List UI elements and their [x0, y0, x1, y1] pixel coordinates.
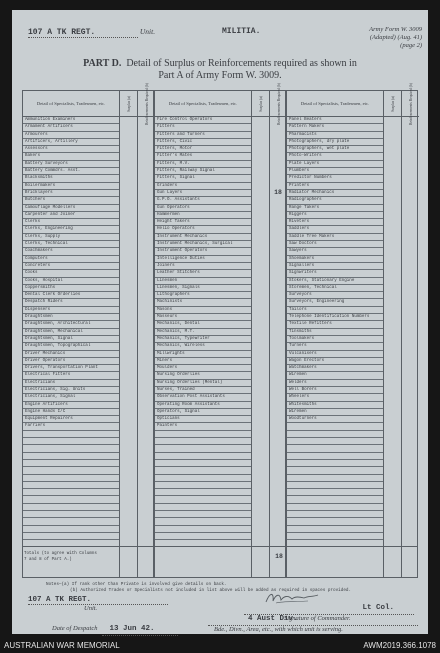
table-row: Fitters: [155, 124, 251, 131]
archive-caption-bar: [0, 638, 440, 653]
table-row: Plate Layers: [287, 161, 383, 168]
table-row: Fitter's Mates: [155, 153, 251, 160]
table-row: [287, 518, 383, 525]
table-row: Clerks: [23, 219, 119, 226]
table-row: Turners: [287, 343, 383, 350]
table-row: [287, 431, 383, 438]
table-row: Draughtsmen: [23, 314, 119, 321]
note-b: (b) Authorized Trades or Specialists not included in list above will be added as required in spaces provided.: [70, 588, 352, 593]
table-row: Helio Operators: [155, 226, 251, 233]
table-row: Painters: [155, 423, 251, 430]
table-row: Clerks, Technical: [23, 241, 119, 248]
table-row: [287, 489, 383, 496]
formation-label: Bde., Divn., Area, etc., with which unit is serving.: [214, 626, 343, 633]
table-row: Plumbers: [287, 168, 383, 175]
table-row: Electricians, Sig. Units: [23, 387, 119, 394]
table-row: Well Borers: [287, 387, 383, 394]
table-row: [23, 438, 119, 445]
form-reference-line3: (page 2): [400, 42, 422, 49]
table-row: Driver Mechanics: [23, 351, 119, 358]
table-row: Fitters, Signal: [155, 175, 251, 182]
table-row: Drivers, Transportation Plant: [23, 365, 119, 372]
table-row: [155, 431, 251, 438]
table-row: Dental Clerk Orderlies: [23, 292, 119, 299]
table-row: Coachmakers: [23, 248, 119, 255]
table-row: Carpenter and Joiner: [23, 212, 119, 219]
totals-label-line2: 7 and 8 of Part A.): [24, 558, 72, 562]
table-row: Operating Room Assistants: [155, 402, 251, 409]
formation-value: 4 Aust Div.: [248, 615, 298, 623]
table-row: [23, 467, 119, 474]
table-row: Toolmakers: [287, 336, 383, 343]
table-row: [23, 453, 119, 460]
table-row: Tinsmiths: [287, 329, 383, 336]
table-row: Radiographers: [287, 197, 383, 204]
table-row: Welders: [287, 380, 383, 387]
table-row: Electricians: [23, 380, 119, 387]
table-row: Miners: [155, 358, 251, 365]
table-row: Computers: [23, 256, 119, 263]
table-row: Grinders: [155, 183, 251, 190]
table-row: [155, 518, 251, 525]
commander-label: Signature of Commander.: [284, 615, 351, 622]
table-row: Boilermakers: [23, 183, 119, 190]
despatch-label: Date of Despatch: [52, 625, 98, 632]
table-row: [287, 533, 383, 540]
table-row: Battery Commdrs. Asst.: [23, 168, 119, 175]
part-title-label: PART D.: [83, 58, 122, 69]
archive-name: AUSTRALIAN WAR MEMORIAL: [4, 641, 120, 650]
table-row: Sawyers: [287, 248, 383, 255]
table-row: Height Takers: [155, 219, 251, 226]
table-row: [287, 445, 383, 452]
gun-layers-reinforcements-value: 18: [274, 189, 282, 196]
table-row: [155, 438, 251, 445]
table-row: Woodturners: [287, 416, 383, 423]
table-row: Panel Beaters: [287, 117, 383, 124]
table-row: Saddlers: [287, 226, 383, 233]
footer-despatch: [52, 617, 212, 636]
table-row: Opticians: [155, 416, 251, 423]
table-row: [23, 526, 119, 533]
table-row: Assessors: [23, 146, 119, 153]
table-row: Lithographers: [155, 292, 251, 299]
table-row: G.P.O. Assistants: [155, 197, 251, 204]
despatch-date: 13 Jun 42.: [109, 625, 155, 633]
totals-reinforcements-value: 18: [275, 553, 283, 560]
table-row: Whitesmiths: [287, 402, 383, 409]
table-row: [155, 460, 251, 467]
table-row: Printers: [287, 183, 383, 190]
totals-row: [22, 546, 418, 578]
table-row: Gun Layers: [155, 190, 251, 197]
table-row: [155, 475, 251, 482]
table-row: Mechanics, M.T.: [155, 329, 251, 336]
table-row: [155, 526, 251, 533]
table-row: Linesmen, Signals: [155, 285, 251, 292]
table-row: Instrument Mechanics: [155, 234, 251, 241]
table-row: Saw Doctors: [287, 241, 383, 248]
header-unit-label: Unit.: [139, 27, 156, 36]
table-row: [23, 460, 119, 467]
table-row: Surveyors, Engineering: [287, 299, 383, 306]
table-row: Nurses, Trained: [155, 387, 251, 394]
column-header-trades: Detail of Specialists, Tradesmen, etc.: [287, 91, 383, 117]
document-page: [12, 10, 428, 634]
table-row: [287, 482, 383, 489]
table-row: [287, 511, 383, 518]
footer-formation: [208, 607, 418, 633]
header-unit: [28, 27, 155, 38]
column-header-surplus-text: Surplus (a): [126, 95, 131, 112]
table-row: Armament Artificers: [23, 124, 119, 131]
table-row: Nursing Orderlies: [155, 372, 251, 379]
table-row: Dispensers: [23, 307, 119, 314]
table-row: Linesmen: [155, 278, 251, 285]
table-row: [155, 504, 251, 511]
table-row: Equipment Repairers: [23, 416, 119, 423]
table-row: Farriers: [23, 423, 119, 430]
table-row: [23, 511, 119, 518]
table-row: [287, 438, 383, 445]
table-row: [155, 489, 251, 496]
table-row: Coppersmiths: [23, 285, 119, 292]
table-row: [155, 496, 251, 503]
table-row: Moulders: [155, 365, 251, 372]
table-row: Photographers, dry plate: [287, 139, 383, 146]
table-row: [287, 475, 383, 482]
table-row: [23, 475, 119, 482]
militia-stamp: MILITIA.: [222, 27, 261, 36]
table-row: Draughtsmen, Topographical: [23, 343, 119, 350]
table-row: Artificers, Artillery: [23, 139, 119, 146]
table-row: [155, 533, 251, 540]
table-row: [23, 518, 119, 525]
column-header-surplus: [251, 91, 269, 117]
table-row: Fire Control Operators: [155, 117, 251, 124]
header-unit-value: 107 A TK REGT.: [28, 28, 96, 37]
column-header-surplus: [383, 91, 401, 117]
table-row: Wagon Erectors: [287, 358, 383, 365]
form-reference: [322, 26, 422, 50]
table-row: Electricians, Signal: [23, 394, 119, 401]
table-row: Armourers: [23, 132, 119, 139]
table-section-1: [22, 82, 154, 578]
table-row: Watchmakers: [287, 365, 383, 372]
commander-rank: Lt Col.: [362, 604, 394, 612]
table-row: Despatch Riders: [23, 299, 119, 306]
table-section-3: [286, 82, 418, 578]
archive-catalogue-number: AWM2019.366.1078: [363, 641, 436, 650]
table-row: Ammunition Examiners: [23, 117, 119, 124]
table-row: [23, 489, 119, 496]
table-row: Cooks, Hospital: [23, 278, 119, 285]
table-row: [23, 533, 119, 540]
column-header-reinforcements: [401, 82, 419, 125]
column-header-reinforcements-text: Reinforcements Required (b): [408, 82, 413, 125]
table-row: Wheelers: [287, 394, 383, 401]
table-row: Textile Refitters: [287, 321, 383, 328]
table-row: Hammermen: [155, 212, 251, 219]
table-row: [155, 511, 251, 518]
table-row: Gun Operators: [155, 205, 251, 212]
table-row: Radiator Mechanics: [287, 190, 383, 197]
table-row: Instrument Mechanics, Surgical: [155, 241, 251, 248]
table-row: Nursing Orderlies (Mental): [155, 380, 251, 387]
part-title-line1: Detail of Surplus or Reinforcements required as shown in: [126, 58, 357, 69]
table-row: Intelligence Duties: [155, 256, 251, 263]
table-row: Electrical Fitters: [23, 372, 119, 379]
column-header-reinforcements-text: Reinforcements Required (b): [276, 82, 281, 125]
table-row: [23, 431, 119, 438]
table-row: Wiremen: [287, 372, 383, 379]
column-header-reinforcements: [269, 82, 287, 125]
table-row: [23, 445, 119, 452]
table-row: Bricklayers: [23, 190, 119, 197]
part-title-line2: Part A of Army Form W. 3009.: [158, 70, 282, 81]
table-row: [287, 496, 383, 503]
table-row: [155, 482, 251, 489]
table-row: Riveters: [287, 219, 383, 226]
table-row: Range Takers: [287, 205, 383, 212]
table-row: Driver Operators: [23, 358, 119, 365]
table-row: Shoemakers: [287, 256, 383, 263]
column-header-trades: Detail of Specialists, Tradesmen, etc.: [155, 91, 251, 117]
table-row: Fitters and Turners: [155, 132, 251, 139]
form-reference-line2: (Adapted) (Aug. 41): [369, 34, 422, 41]
form-reference-line1: Army Form W. 3009: [369, 26, 422, 33]
table-row: Fitters, Motor: [155, 146, 251, 153]
table-row: Bakers: [23, 153, 119, 160]
table-row: [287, 467, 383, 474]
table-row: Pharmacists: [287, 132, 383, 139]
table-row: Fitters, Civic: [155, 139, 251, 146]
table-row: Battery Surveyors: [23, 161, 119, 168]
part-title: [42, 58, 398, 82]
footer-unit: [28, 596, 168, 612]
table-row: [287, 526, 383, 533]
specialists-table: [22, 82, 418, 578]
table-row: Masseurs: [155, 314, 251, 321]
column-header-surplus-text: Surplus (a): [390, 95, 395, 112]
table-row: Wiremen: [287, 409, 383, 416]
table-row: Draughtsmen, Architectural: [23, 321, 119, 328]
table-row: Observation Post Assistants: [155, 394, 251, 401]
totals-label: [24, 551, 97, 563]
column-header-reinforcements: [137, 82, 155, 125]
footer-unit-value: 107 A TK REGT.: [28, 596, 168, 605]
table-section-2: [154, 82, 286, 578]
table-row: Masons: [155, 307, 251, 314]
table-row: [287, 504, 383, 511]
table-row: Tailors: [287, 307, 383, 314]
table-rows: [287, 117, 417, 540]
table-row: Stokers, Stationary Engine: [287, 278, 383, 285]
table-row: Photo-Writers: [287, 153, 383, 160]
table-row: Signwriters: [287, 270, 383, 277]
table-row: [287, 453, 383, 460]
table-row: Mechanics, Typewriter: [155, 336, 251, 343]
table-row: Concreters: [23, 263, 119, 270]
totals-label-line1: Totals (to agree with Columns: [24, 552, 97, 556]
table-row: Vulcanisers: [287, 351, 383, 358]
table-row: Draughtsmen, Mechanical: [23, 329, 119, 336]
table-row: Riggers: [287, 212, 383, 219]
table-row: Draughtsmen, Signal: [23, 336, 119, 343]
table-rows: [155, 117, 285, 540]
table-row: Mechanics, Dental: [155, 321, 251, 328]
table-row: Instrument Operators: [155, 248, 251, 255]
column-header-trades: Detail of Specialists, Tradesmen, etc.: [23, 91, 119, 117]
column-header-surplus-text: Surplus (a): [258, 95, 263, 112]
table-row: Butchers: [23, 197, 119, 204]
table-row: Fitters, Railway Signal: [155, 168, 251, 175]
table-row: Machinists: [155, 299, 251, 306]
table-row: Leather Stitchers: [155, 270, 251, 277]
table-row: Predictor Numbers: [287, 175, 383, 182]
table-row: Surveyors: [287, 292, 383, 299]
table-row: [155, 453, 251, 460]
column-header-surplus: [119, 91, 137, 117]
column-header-reinforcements-text: Reinforcements Required (b): [144, 82, 149, 125]
table-row: [155, 467, 251, 474]
table-row: Storemen, Technical: [287, 285, 383, 292]
table-row: Operators, Signal: [155, 409, 251, 416]
footer-unit-label: Unit.: [84, 605, 98, 612]
table-row: Clerks, Supply: [23, 234, 119, 241]
table-row: Mechanics, Wireless: [155, 343, 251, 350]
table-row: Clerks, Engineering: [23, 226, 119, 233]
table-rows: [23, 117, 153, 540]
table-row: Signallers: [287, 263, 383, 270]
table-row: Millwrights: [155, 351, 251, 358]
table-row: Cooks: [23, 270, 119, 277]
table-row: Joiners: [155, 263, 251, 270]
table-row: Camouflage Modellers: [23, 205, 119, 212]
table-row: [23, 482, 119, 489]
note-a: Notes—(a) If rank other than Private is involved give details on back.: [46, 582, 227, 587]
table-row: [287, 423, 383, 430]
table-row: Fitters, M.V.: [155, 161, 251, 168]
table-row: [23, 496, 119, 503]
table-row: [287, 460, 383, 467]
table-row: Engine Hands I/C: [23, 409, 119, 416]
table-row: Blacksmiths: [23, 175, 119, 182]
table-row: Engine Artificers: [23, 402, 119, 409]
table-row: Pattern Makers: [287, 124, 383, 131]
table-row: Saddle Tree Makers: [287, 234, 383, 241]
table-row: [155, 445, 251, 452]
table-row: [23, 504, 119, 511]
table-row: Photographers, wet plate: [287, 146, 383, 153]
table-row: Telephone Identification Numbers: [287, 314, 383, 321]
